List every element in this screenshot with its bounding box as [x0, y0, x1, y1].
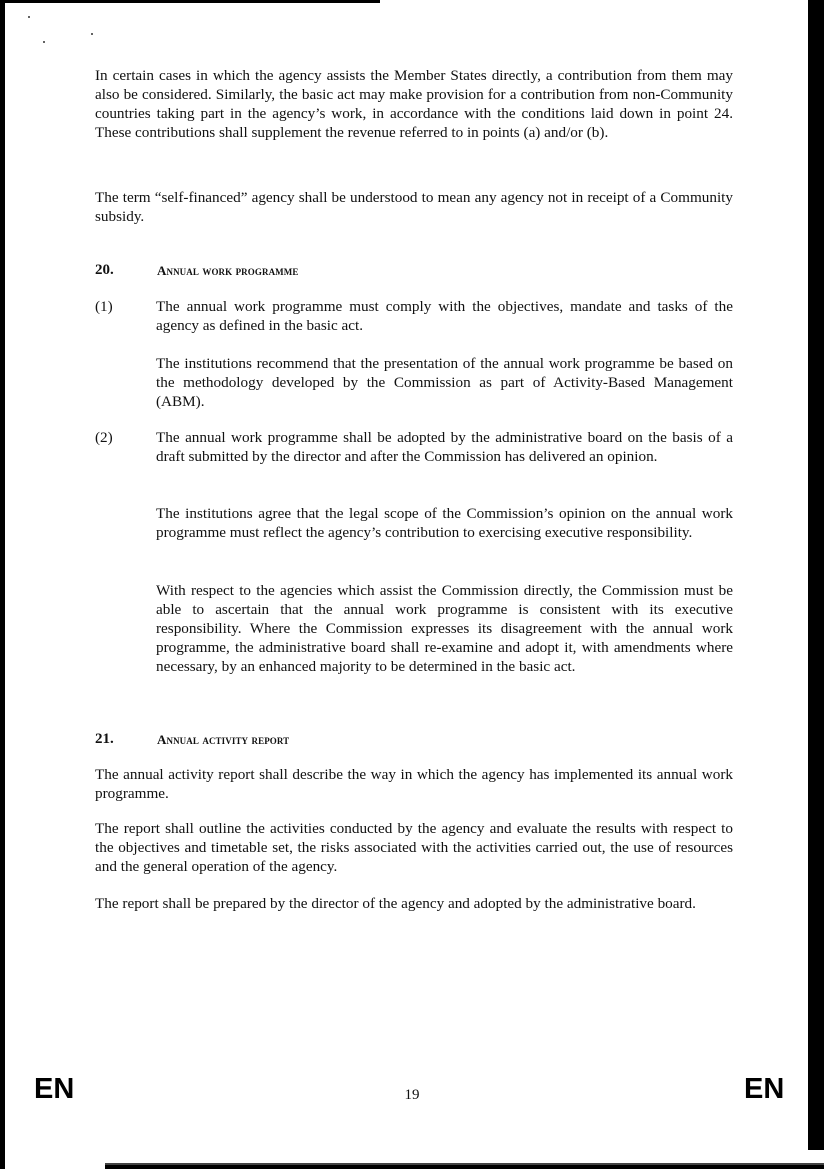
scan-speck — [43, 41, 45, 43]
section-20-item-2-paragraph-3: With respect to the agencies which assist the Commission directly, the Commission must be able to ascertain that the annual work programme is consistent with its executive responsibility. Where the Commission expresses its disagreement with the annual work programme, the administrative board shall re-examine and adopt it, with amendments where necessary, by an enhanced majority to be determined in the basic act. — [156, 582, 733, 675]
section-20-item-2-label: (2) — [95, 429, 113, 446]
intro-paragraph-2: The term “self-financed” agency shall be understood to mean any agency not in receipt of a Community subsidy. — [95, 189, 733, 225]
section-20-item-2-paragraph-2: The institutions agree that the legal scope of the Commission’s opinion on the annual work programme must reflect the agency’s contribution to exercising executive responsibility. — [156, 505, 733, 541]
section-20-item-1-label: (1) — [95, 298, 113, 315]
section-21-paragraph-1: The annual activity report shall describe the way in which the agency has implemented its annual work programme. — [95, 766, 733, 802]
section-20-title: Annual work programme — [157, 263, 299, 278]
scan-border-left — [0, 0, 5, 1169]
intro-paragraph-1: In certain cases in which the agency assists the Member States directly, a contribution from them may also be considered. Similarly, the basic act may make provision for a contribution from non-Community countries taking part in the agency’s work, in accordance with the conditions laid down in point 24. These contributions shall supplement the revenue referred to in points (a) and/or (b). — [95, 67, 733, 141]
scan-speck — [91, 33, 93, 35]
language-code-right: EN — [744, 1073, 785, 1105]
scan-border-bottom — [105, 1165, 824, 1169]
section-21-paragraph-3: The report shall be prepared by the director of the agency and adopted by the administrative board. — [95, 895, 696, 912]
section-20-item-2-paragraph-1: The annual work programme shall be adopted by the administrative board on the basis of a draft submitted by the director and after the Commission has delivered an opinion. — [156, 429, 733, 465]
page-number: 19 — [404, 1087, 420, 1103]
section-20-item-1-paragraph-1: The annual work programme must comply with the objectives, mandate and tasks of the agency as defined in the basic act. — [156, 298, 733, 334]
scan-border-top — [0, 0, 380, 3]
section-21-number: 21. — [95, 731, 114, 747]
scan-speck — [28, 16, 30, 18]
section-20-item-1-paragraph-2: The institutions recommend that the presentation of the annual work programme be based on the methodology developed by the Commission as part of Activity-Based Management (ABM). — [156, 355, 733, 410]
section-20-number: 20. — [95, 262, 114, 278]
scan-border-right — [808, 0, 824, 1150]
section-21-paragraph-2: The report shall outline the activities conducted by the agency and evaluate the results with respect to the objectives and timetable set, the risks associated with the activities carried out, the use of resources and the general operation of the agency. — [95, 820, 733, 875]
section-21-title: Annual activity report — [157, 732, 290, 747]
language-code-left: EN — [34, 1073, 75, 1105]
